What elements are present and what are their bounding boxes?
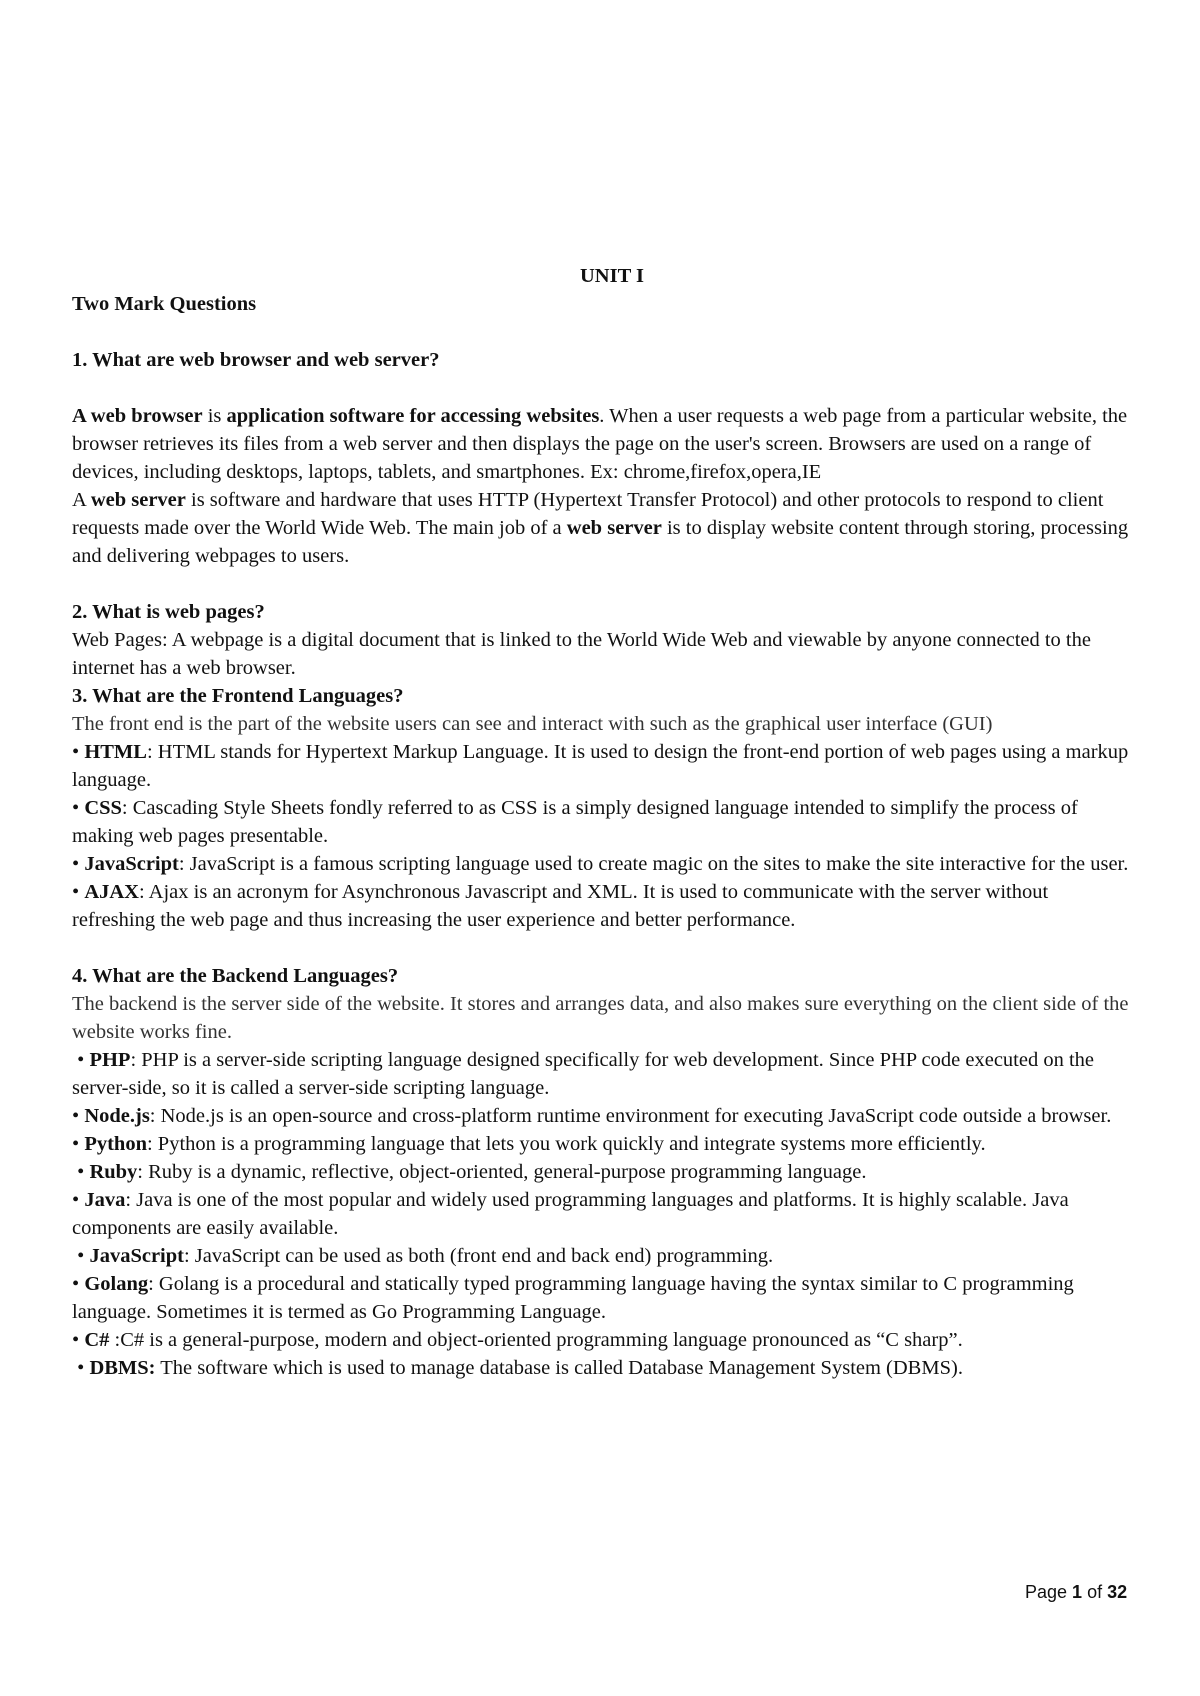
answer-text: is to display website content through storing, processing and delivering webpages to users. (72, 517, 1129, 567)
answer-text: . When a user requests a web page from a particular website, the browser retrieves its files from a web server and then displays the page on the user's screen. Browsers are used on a range of devices, including desktops, laptops, tablets, and smartphones. Ex: chrome,firefox,opera,IE (72, 405, 1128, 483)
list-item-term: Node.js (84, 1105, 150, 1127)
list-item (72, 1158, 1132, 1186)
question-3-intro: The front end is the part of the website users can see and interact with such as the graphical user interface (GUI) (72, 713, 993, 735)
question-3-title: 3. What are the Frontend Languages? (72, 685, 404, 707)
list-item-term: AJAX (84, 881, 139, 903)
bullet: • (72, 1133, 85, 1155)
list-item-text: : Java is one of the most popular and widely used programming languages and platforms. It is highly scalable. Java components are easily available. (72, 1189, 1069, 1239)
list-item-term: Python (84, 1133, 147, 1155)
bullet: • (72, 1161, 90, 1183)
list-item (72, 1354, 1132, 1382)
list-item (72, 1270, 1132, 1326)
list-item (72, 1326, 1132, 1354)
answer-text: A (72, 489, 91, 511)
question-4-intro: The backend is the server side of the website. It stores and arranges data, and also makes sure everything on the client side of the website works fine. (72, 993, 1129, 1043)
list-item (72, 1186, 1132, 1242)
list-item-term: JavaScript (89, 1245, 184, 1267)
list-item-term: PHP (89, 1049, 131, 1071)
footer-page-label: Page (1025, 1582, 1073, 1602)
bullet: • (72, 741, 85, 763)
bullet: • (72, 881, 85, 903)
list-item (72, 738, 1132, 794)
list-item (72, 878, 1132, 934)
list-item-term: Golang (84, 1273, 149, 1295)
list-item-text: : JavaScript is a famous scripting language used to create magic on the sites to make the site interactive for the user. (178, 853, 1129, 875)
question-2-title: 2. What is web pages? (72, 601, 265, 623)
list-item-text: :C# is a general-purpose, modern and object-oriented programming language pronounced as “C sharp”. (109, 1329, 963, 1351)
list-item-text: : Golang is a procedural and statically typed programming language having the syntax similar to C programming language. Sometimes it is termed as Go Programming Language. (72, 1273, 1074, 1323)
list-item-text: : HTML stands for Hypertext Markup Language. It is used to design the front-end portion of web pages using a markup language. (72, 741, 1129, 791)
list-item-text: : Ruby is a dynamic, reflective, object-oriented, general-purpose programming language. (137, 1161, 867, 1183)
footer-of-label: of (1082, 1582, 1108, 1602)
bullet: • (72, 1273, 85, 1295)
list-item (72, 1130, 1132, 1158)
list-item-term: Java (84, 1189, 126, 1211)
bullet: • (72, 1049, 90, 1071)
section-title: Two Mark Questions (72, 293, 257, 315)
question-2-answer: Web Pages: A webpage is a digital document that is linked to the World Wide Web and viewable by anyone connected to the internet has a web browser. (72, 629, 1091, 679)
question-1-answer-browser (72, 402, 1132, 486)
answer-text: is (202, 405, 227, 427)
term-web-browser: A web browser (72, 405, 203, 427)
bullet: • (72, 1105, 85, 1127)
bullet: • (72, 1245, 90, 1267)
question-1-answer-server (72, 486, 1132, 570)
list-item (72, 1242, 1132, 1270)
answer-text: is software and hardware that uses HTTP (Hypertext Transfer Protocol) and other protocols to respond to client requests made over the World Wide Web. The main job of a (72, 489, 1104, 539)
list-item-text: : Cascading Style Sheets fondly referred to as CSS is a simply designed language intended to simplify the process of making web pages presentable. (72, 797, 1078, 847)
list-item (72, 794, 1132, 850)
backend-list (72, 1046, 1132, 1382)
question-4-title: 4. What are the Backend Languages? (72, 965, 399, 987)
list-item-text: : Node.js is an open-source and cross-platform runtime environment for executing JavaScript code outside a browser. (149, 1105, 1112, 1127)
list-item (72, 1102, 1132, 1130)
page-number: 1 (1072, 1582, 1083, 1602)
list-item (72, 1046, 1132, 1102)
bullet: • (72, 853, 85, 875)
bullet: • (72, 1189, 85, 1211)
list-item-term: Ruby (89, 1161, 138, 1183)
list-item-term: HTML (84, 741, 147, 763)
list-item-term: C# (84, 1329, 110, 1351)
list-item-text: The software which is used to manage database is called Database Management System (DBMS). (155, 1357, 963, 1379)
list-item-term: DBMS: (89, 1357, 156, 1379)
frontend-list (72, 738, 1132, 934)
question-1-title: 1. What are web browser and web server? (72, 349, 440, 371)
list-item-term: CSS (84, 797, 122, 819)
page-footer (1025, 1582, 1127, 1603)
list-item-text: : JavaScript can be used as both (front end and back end) programming. (183, 1245, 774, 1267)
list-item-text: : PHP is a server-side scripting language designed specifically for web development. Since PHP code executed on the server-side, so it is called a server-side scripting language. (72, 1049, 1095, 1099)
term-web-server: web server (566, 517, 662, 539)
term-application-software: application software for accessing websites (226, 405, 600, 427)
term-web-server: web server (90, 489, 186, 511)
document-page (72, 262, 1132, 1382)
list-item-text: : Ajax is an acronym for Asynchronous Javascript and XML. It is used to communicate with the server without refreshing the web page and thus increasing the user experience and better performance. (72, 881, 1049, 931)
list-item (72, 850, 1132, 878)
bullet: • (72, 1357, 90, 1379)
bullet: • (72, 797, 85, 819)
unit-title: UNIT I (580, 265, 644, 287)
bullet: • (72, 1329, 85, 1351)
list-item-term: JavaScript (84, 853, 179, 875)
list-item-text: : Python is a programming language that lets you work quickly and integrate systems more efficiently. (146, 1133, 986, 1155)
total-pages: 32 (1107, 1582, 1128, 1602)
